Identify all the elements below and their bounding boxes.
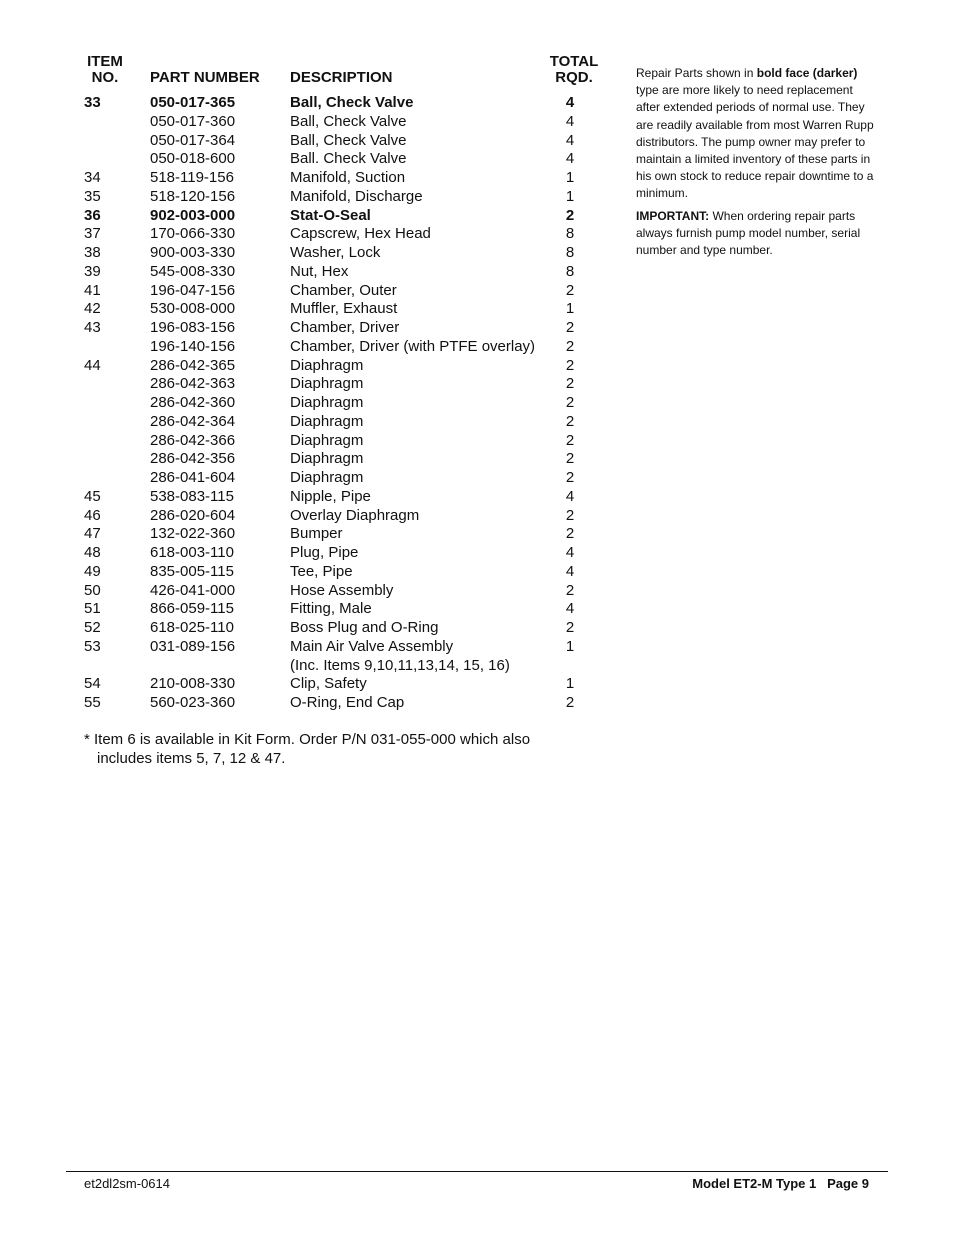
table-row bbox=[0, 544, 620, 563]
part-number: 196-140-156 bbox=[150, 337, 236, 355]
quantity: 2 bbox=[565, 619, 575, 636]
item-number: 46 bbox=[84, 506, 101, 524]
quantity: 2 bbox=[565, 375, 575, 393]
part-number: 426-041-000 bbox=[150, 581, 236, 599]
description: Overlay Diaphragm bbox=[290, 506, 420, 524]
item-number: 53 bbox=[84, 637, 101, 655]
table-row bbox=[0, 450, 620, 469]
part-number: 286-042-366 bbox=[150, 431, 236, 449]
table-row bbox=[0, 563, 620, 582]
quantity: 4 bbox=[565, 112, 575, 130]
table-row bbox=[0, 507, 620, 526]
table-row bbox=[0, 694, 620, 713]
quantity: 2 bbox=[565, 356, 575, 374]
part-number: 050-017-364 bbox=[150, 131, 236, 149]
item-number: 39 bbox=[84, 262, 101, 280]
important-text: When ordering repair parts always furnish pump model number, serial number and type number. bbox=[636, 208, 861, 258]
quantity: 2 bbox=[565, 469, 575, 486]
header-item-no bbox=[84, 54, 126, 86]
quantity: 4 bbox=[565, 94, 575, 111]
description: Muffler, Exhaust bbox=[290, 300, 398, 318]
quantity: 2 bbox=[565, 337, 575, 355]
part-number: 286-041-604 bbox=[150, 469, 236, 486]
part-number: 031-089-156 bbox=[150, 637, 236, 655]
part-number: 902-003-000 bbox=[150, 206, 236, 224]
footer-divider bbox=[66, 1171, 888, 1172]
item-number: 33 bbox=[84, 94, 101, 111]
quantity: 2 bbox=[565, 450, 575, 468]
part-number: 286-042-363 bbox=[150, 375, 236, 393]
table-row bbox=[0, 525, 620, 544]
table-row bbox=[0, 488, 620, 507]
part-number: 618-025-110 bbox=[150, 619, 234, 636]
item-number: 45 bbox=[84, 487, 101, 505]
part-number: 196-047-156 bbox=[150, 281, 236, 299]
important-label: IMPORTANT: bbox=[636, 208, 710, 223]
description: Plug, Pipe bbox=[290, 544, 359, 561]
quantity: 2 bbox=[565, 525, 575, 543]
item-number: 47 bbox=[84, 525, 101, 543]
table-row bbox=[0, 432, 620, 451]
part-number: 900-003-330 bbox=[150, 244, 236, 261]
quantity: 2 bbox=[565, 319, 575, 336]
table-row bbox=[0, 263, 620, 282]
description: Chamber, Driver bbox=[290, 319, 400, 336]
item-number: 36 bbox=[84, 206, 101, 224]
item-number: 44 bbox=[84, 356, 101, 374]
table-row bbox=[0, 413, 620, 432]
item-number: 37 bbox=[84, 225, 101, 243]
description: Manifold, Discharge bbox=[290, 187, 423, 205]
description: Main Air Valve Assembly bbox=[290, 637, 454, 655]
description: Stat-O-Seal bbox=[290, 206, 371, 224]
description: Manifold, Suction bbox=[290, 169, 406, 186]
table-row bbox=[0, 319, 620, 338]
part-number: 286-042-356 bbox=[150, 450, 236, 468]
description: Hose Assembly bbox=[290, 581, 394, 599]
description: Bumper bbox=[290, 525, 343, 543]
part-number: 538-083-115 bbox=[150, 487, 234, 505]
description: Chamber, Driver (with PTFE overlay) bbox=[290, 337, 536, 355]
description: Nipple, Pipe bbox=[290, 487, 371, 505]
part-number: 286-020-604 bbox=[150, 506, 236, 524]
item-number: 52 bbox=[84, 619, 101, 636]
description: O-Ring, End Cap bbox=[290, 694, 405, 711]
table-row bbox=[0, 582, 620, 601]
header-total-line2: RQD. bbox=[555, 69, 593, 86]
quantity: 8 bbox=[565, 225, 575, 243]
quantity: 4 bbox=[565, 487, 575, 505]
quantity: 2 bbox=[565, 694, 575, 711]
item-number: 43 bbox=[84, 319, 101, 336]
table-row bbox=[0, 188, 620, 207]
table-row bbox=[0, 394, 620, 413]
footnote-line1: * Item 6 is available in Kit Form. Order P/N 031-055-000 which also bbox=[84, 731, 531, 748]
quantity: 4 bbox=[565, 600, 575, 618]
table-row bbox=[0, 150, 620, 169]
table-row bbox=[0, 225, 620, 244]
table-row bbox=[0, 638, 620, 657]
part-number: 210-008-330 bbox=[150, 675, 236, 693]
table-row bbox=[0, 357, 620, 376]
table-row bbox=[0, 600, 620, 619]
quantity: 2 bbox=[565, 206, 575, 224]
quantity: 1 bbox=[565, 637, 575, 655]
description: Ball. Check Valve bbox=[290, 150, 407, 168]
part-number: 618-003-110 bbox=[150, 544, 234, 561]
item-number: 48 bbox=[84, 544, 101, 561]
quantity: 4 bbox=[565, 562, 575, 580]
quantity: 2 bbox=[565, 506, 575, 524]
header-total-rqd bbox=[546, 54, 602, 86]
quantity: 4 bbox=[565, 544, 575, 561]
part-number: 050-018-600 bbox=[150, 150, 236, 168]
item-number: 54 bbox=[84, 675, 101, 693]
description: Diaphragm bbox=[290, 375, 364, 393]
description: Diaphragm bbox=[290, 412, 364, 430]
quantity: 2 bbox=[565, 431, 575, 449]
part-number: 518-119-156 bbox=[150, 169, 234, 186]
item-number: 55 bbox=[84, 694, 101, 711]
part-number: 286-042-364 bbox=[150, 412, 236, 430]
repair-notes bbox=[636, 65, 876, 259]
footnote-line2: includes items 5, 7, 12 & 47. bbox=[97, 750, 286, 767]
header-item-line1: ITEM bbox=[87, 53, 123, 70]
repair-note-bold: bold face (darker) bbox=[756, 66, 858, 80]
table-row bbox=[0, 207, 620, 226]
description: (Inc. Items 9,10,11,13,14, 15, 16) bbox=[290, 656, 510, 674]
table-row bbox=[0, 244, 620, 263]
description: Capscrew, Hex Head bbox=[290, 225, 431, 243]
quantity: 8 bbox=[565, 244, 575, 261]
quantity: 4 bbox=[565, 150, 575, 168]
item-number: 35 bbox=[84, 187, 101, 205]
description: Diaphragm bbox=[290, 394, 364, 411]
table-row bbox=[0, 619, 620, 638]
quantity: 1 bbox=[565, 169, 575, 186]
header-part-number: PART NUMBER bbox=[150, 69, 260, 86]
part-number: 866-059-115 bbox=[150, 600, 234, 618]
document-code: et2dl2sm-0614 bbox=[84, 1176, 170, 1191]
quantity: 4 bbox=[565, 131, 575, 149]
repair-parts-note bbox=[636, 65, 876, 203]
part-number: 132-022-360 bbox=[150, 525, 236, 543]
part-number: 560-023-360 bbox=[150, 694, 236, 711]
item-number: 50 bbox=[84, 581, 101, 599]
description: Tee, Pipe bbox=[290, 562, 353, 580]
table-row bbox=[0, 375, 620, 394]
table-row bbox=[0, 675, 620, 694]
item-number: 51 bbox=[84, 600, 101, 618]
quantity: 1 bbox=[565, 300, 575, 318]
description: Diaphragm bbox=[290, 469, 364, 486]
description: Ball, Check Valve bbox=[290, 112, 407, 130]
description: Washer, Lock bbox=[290, 244, 381, 261]
item-number: 34 bbox=[84, 169, 101, 186]
table-row bbox=[0, 338, 620, 357]
description: Ball, Check Valve bbox=[290, 94, 414, 111]
description: Diaphragm bbox=[290, 356, 364, 374]
description: Ball, Check Valve bbox=[290, 131, 407, 149]
quantity: 1 bbox=[565, 187, 575, 205]
parts-table bbox=[0, 94, 620, 713]
header-description: DESCRIPTION bbox=[290, 69, 393, 86]
part-number: 170-066-330 bbox=[150, 225, 236, 243]
part-number: 050-017-360 bbox=[150, 112, 236, 130]
item-number: 49 bbox=[84, 562, 101, 580]
description: Nut, Hex bbox=[290, 262, 349, 280]
header-total-line1: TOTAL bbox=[549, 53, 599, 70]
part-number: 286-042-360 bbox=[150, 394, 236, 411]
table-row bbox=[0, 469, 620, 488]
quantity: 1 bbox=[565, 675, 575, 693]
description: Diaphragm bbox=[290, 431, 364, 449]
description: Boss Plug and O-Ring bbox=[290, 619, 439, 636]
part-number: 050-017-365 bbox=[150, 94, 236, 111]
table-row bbox=[0, 300, 620, 319]
model-page-label: Model ET2-M Type 1 Page 9 bbox=[692, 1176, 869, 1191]
part-number: 545-008-330 bbox=[150, 262, 236, 280]
table-row bbox=[0, 657, 620, 676]
part-number: 196-083-156 bbox=[150, 319, 236, 336]
item-number: 38 bbox=[84, 244, 101, 261]
part-number: 518-120-156 bbox=[150, 187, 236, 205]
table-row bbox=[0, 94, 620, 113]
quantity: 8 bbox=[565, 262, 575, 280]
quantity: 2 bbox=[565, 412, 575, 430]
table-row bbox=[0, 113, 620, 132]
table-row bbox=[0, 169, 620, 188]
description: Chamber, Outer bbox=[290, 281, 397, 299]
quantity: 2 bbox=[565, 581, 575, 599]
table-row bbox=[0, 282, 620, 301]
item-number: 42 bbox=[84, 300, 101, 318]
part-number: 286-042-365 bbox=[150, 356, 236, 374]
table-row bbox=[0, 132, 620, 151]
repair-note-prefix: Repair Parts shown in bbox=[636, 66, 757, 80]
kit-footnote bbox=[84, 730, 530, 768]
description: Fitting, Male bbox=[290, 600, 372, 618]
description: Diaphragm bbox=[290, 450, 364, 468]
part-number: 835-005-115 bbox=[150, 562, 234, 580]
important-note bbox=[636, 208, 876, 260]
item-number: 41 bbox=[84, 281, 101, 299]
header-item-line2: NO. bbox=[91, 69, 119, 86]
quantity: 2 bbox=[565, 394, 575, 411]
repair-note-rest: type are more likely to need replacement after extended periods of normal use. They are readily available from most Warren Rupp distributors. The pump owner may prefer to maintain a limited inventory of these parts in his own stock to reduce repair downtime to a minimum. bbox=[636, 83, 874, 201]
part-number: 530-008-000 bbox=[150, 300, 236, 318]
quantity: 2 bbox=[565, 281, 575, 299]
description: Clip, Safety bbox=[290, 675, 367, 693]
